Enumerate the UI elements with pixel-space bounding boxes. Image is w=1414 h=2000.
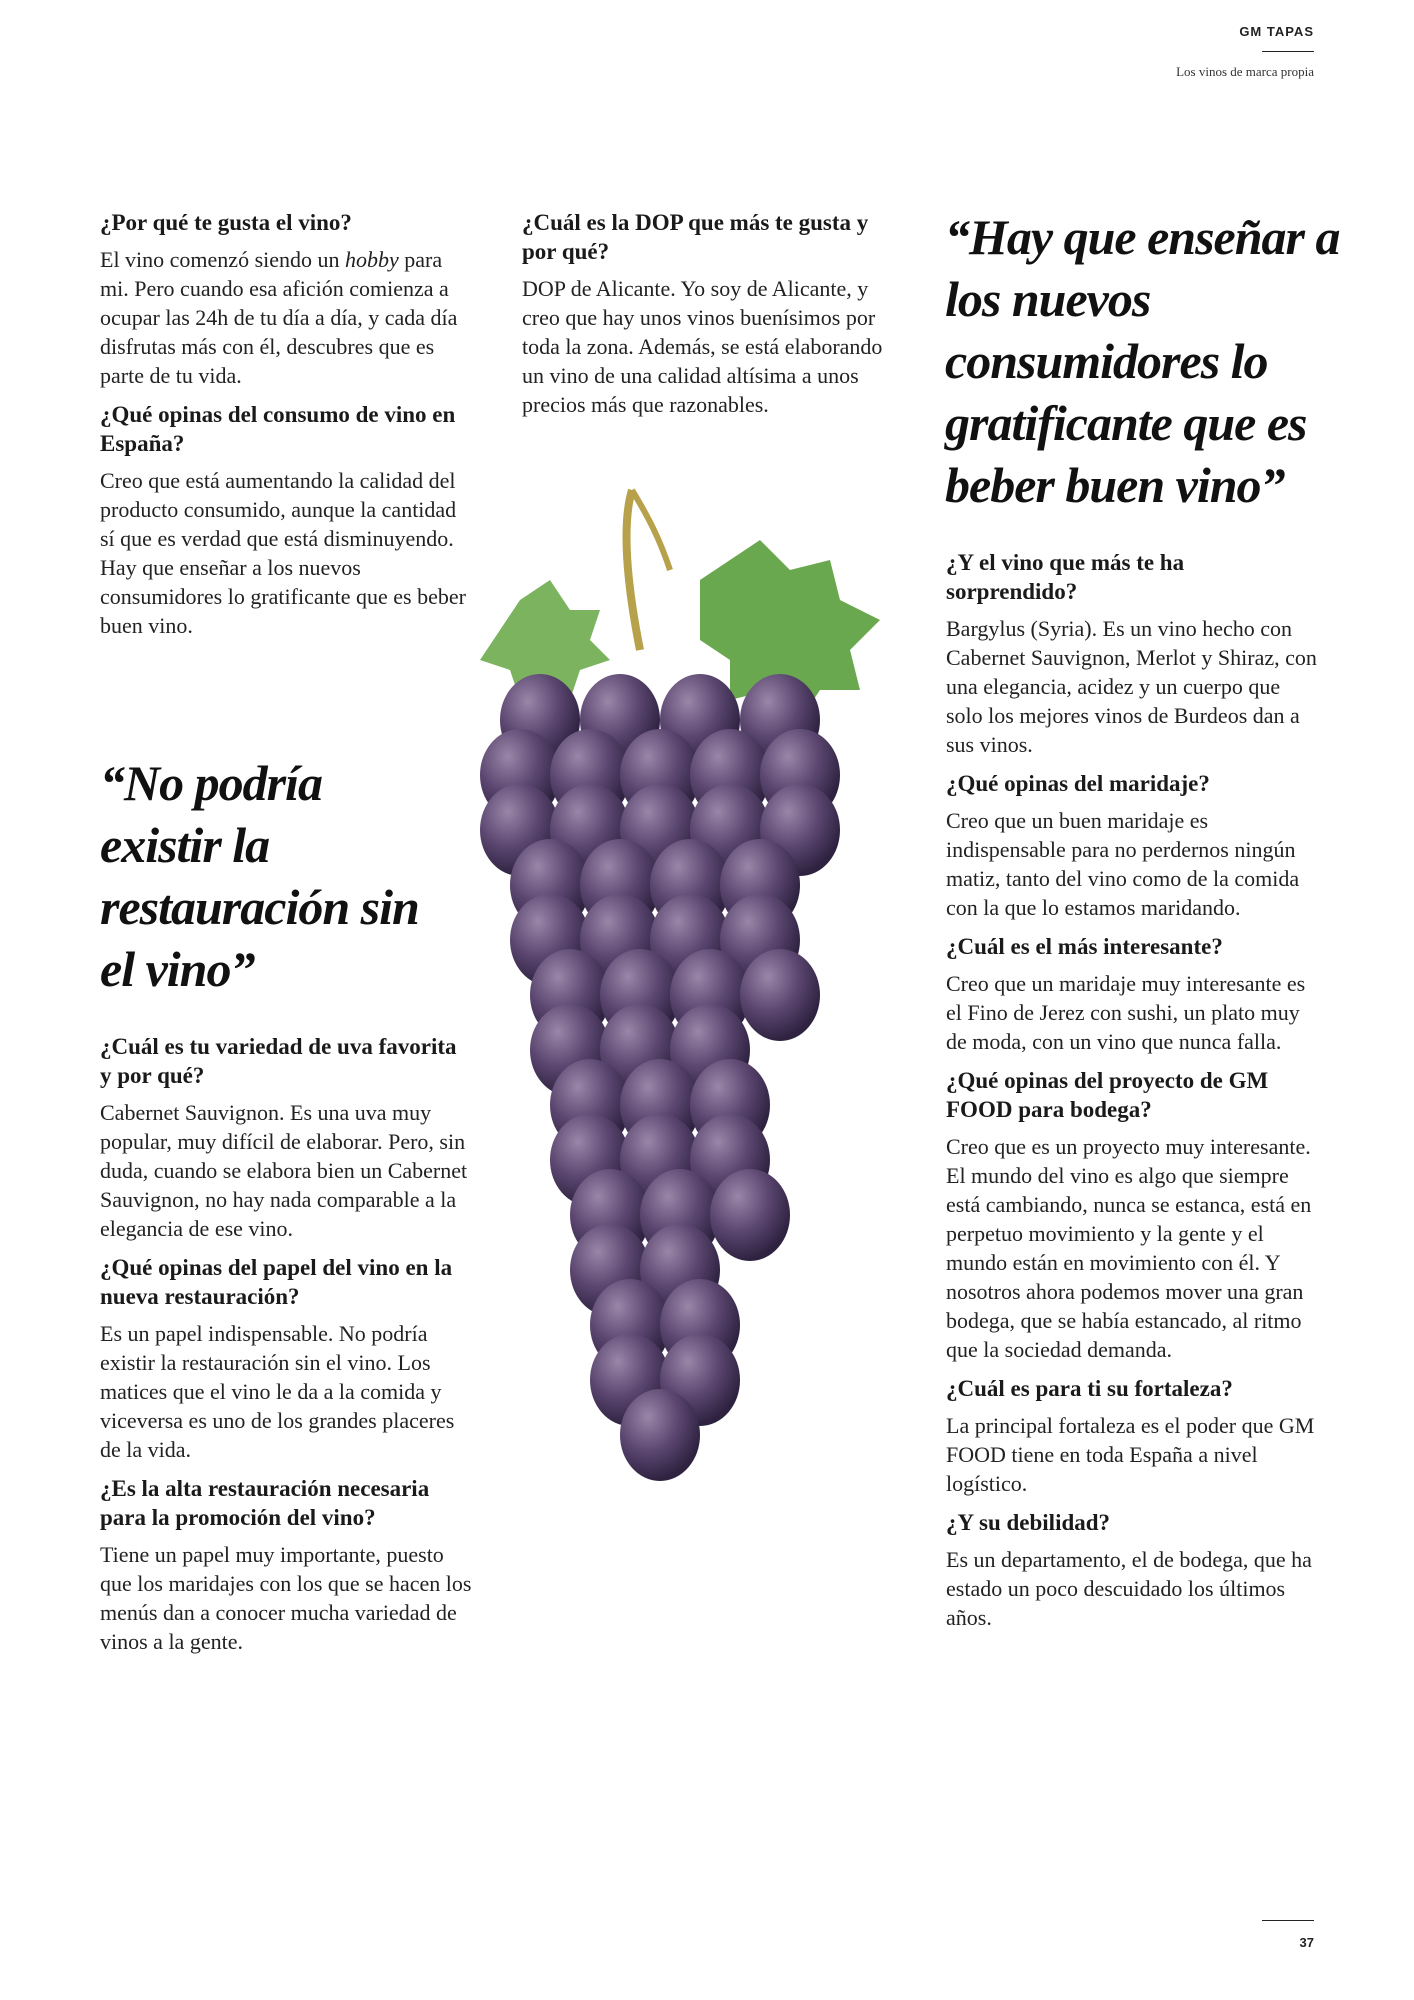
question-heading: ¿Qué opinas del papel del vino en la nueva restauración? (100, 1255, 453, 1309)
grape-berry (620, 1389, 700, 1481)
vine-stem-branch (632, 490, 670, 570)
question-heading: ¿Es la alta restauración necesaria para la promoción del vino? (100, 1476, 430, 1530)
page-number: 37 (1299, 1935, 1314, 1950)
question-heading: ¿Qué opinas del consumo de vino en España? (100, 402, 456, 456)
question-heading: ¿Cuál es tu variedad de uva favorita y por qué? (100, 1034, 457, 1088)
right-column (946, 548, 1318, 1642)
pull-quote-right: “Hay que enseñar a los nuevos consumidores lo gratificante que es beber buen vino” (945, 209, 1340, 513)
footer-divider (1262, 1920, 1314, 1921)
question-heading: ¿Cuál es la DOP que más te gusta y por qué? (522, 210, 869, 264)
answer-paragraph: Creo que un buen maridaje es indispensable para no perdernos ningún matiz, tanto del vino como de la comida con la que lo estamos maridando. (946, 808, 1300, 920)
question-heading: ¿Por qué te gusta el vino? (100, 210, 352, 235)
answer-paragraph: Cabernet Sauvignon. Es una uva muy popular, muy difícil de elaborar. Pero, sin duda, cuando se elabora bien un Cabernet Sauvignon, no hay nada comparable a la elegancia de ese vino. (100, 1100, 468, 1241)
grape-berries (480, 674, 840, 1481)
question-heading: ¿Y el vino que más te ha sorprendido? (946, 550, 1185, 604)
answer-paragraph: Bargylus (Syria). Es un vino hecho con Cabernet Sauvignon, Merlot y Shiraz, con una elegancia, acidez y un cuerpo que solo los mejores vinos de Burdeos dan a sus vinos. (946, 616, 1317, 757)
page-header (1176, 24, 1314, 80)
answer-paragraph: Creo que está aumentando la calidad del producto consumido, aunque la cantidad sí que es verdad que está disminuyendo. Hay que enseñar a los nuevos consumidores lo gratificante que es beber buen vino. (100, 468, 466, 638)
answer-paragraph: La principal fortaleza es el poder que GM FOOD tiene en toda España a nivel logístico. (946, 1413, 1315, 1496)
answer-paragraph: DOP de Alicante. Yo soy de Alicante, y creo que hay unos vinos buenísimos por toda la zona. Además, se está elaborando un vino de una calidad altísima a unos precios más que razonables. (522, 276, 883, 417)
middle-column (522, 208, 894, 429)
answer-paragraph: Creo que un maridaje muy interesante es el Fino de Jerez con sushi, un plato muy de moda, con un vino que nunca falla. (946, 971, 1306, 1054)
question-heading: ¿Qué opinas del maridaje? (946, 771, 1210, 796)
grape-bunch-icon (400, 480, 940, 1540)
header-divider (1262, 51, 1314, 52)
answer-paragraph: Es un papel indispensable. No podría existir la restauración sin el vino. Los matices que el vino le da a la comida y viceversa es uno de los grandes placeres de la vida. (100, 1321, 455, 1462)
section-label: GM TAPAS (1239, 24, 1314, 39)
question-heading: ¿Cuál es para ti su fortaleza? (946, 1376, 1233, 1401)
grape-berry (710, 1169, 790, 1261)
answer-paragraph: El vino comenzó siendo un hobby para mi. Pero cuando esa afición comienza a ocupar las 24h de tu día a día, y cada día disfrutas más con él, descubres que es parte de tu vida. (100, 247, 458, 388)
question-heading: ¿Y su debilidad? (946, 1510, 1111, 1535)
page-subtitle: Los vinos de marca propia (1176, 64, 1314, 79)
answer-paragraph: Tiene un papel muy importante, puesto que los maridajes con los que se hacen los menús dan a conocer mucha variedad de vinos a la gente. (100, 1542, 472, 1654)
answer-paragraph: Creo que es un proyecto muy interesante. El mundo del vino es algo que siempre está cambiando, nunca se estanca, está en perpetuo movimiento y la gente y el mundo están en movimiento con él. Y nosotros ahora podemos mover una gran bodega, que se había estancado, al ritmo que la sociedad demanda. (946, 1134, 1312, 1362)
answer-paragraph: Es un departamento, el de bodega, que ha estado un poco descuidado los últimos años. (946, 1547, 1312, 1630)
vine-stem (627, 490, 640, 650)
question-heading: ¿Qué opinas del proyecto de GM FOOD para bodega? (946, 1068, 1269, 1122)
pull-quote-left: “No podría existir la restauración sin el vino” (100, 755, 419, 997)
question-heading: ¿Cuál es el más interesante? (946, 934, 1223, 959)
grape-berry (740, 949, 820, 1041)
